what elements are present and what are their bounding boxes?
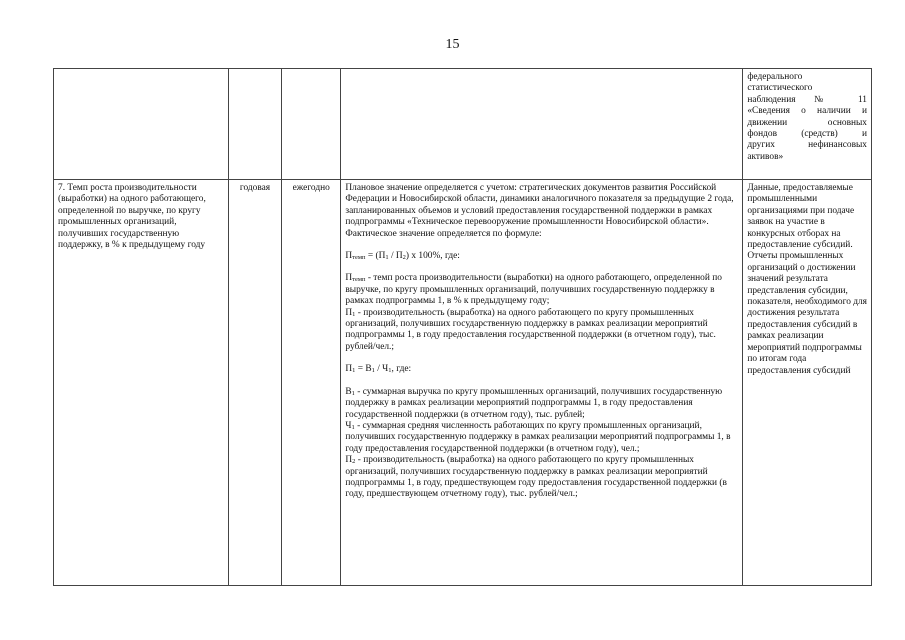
cell-indicator-name [54,180,229,586]
cell-method [341,180,743,586]
cell-periodicity [228,180,281,586]
indicators-table [53,68,872,586]
source-line: движении основных [747,117,867,128]
source-line: наблюдения № 11 [747,94,867,105]
definition-p2: $П_2$ - производительность (выработка) на одного работающего по кругу промышленных организаций, получивших государственную поддержку в рамках реализации мероприятий подпрограммы 1, в году, предшествующем году предоставления государственной поддержки (в году, предшествующем отчетному году), тыс. рублей/чел.; [345,455,727,500]
indicator-frequency: ежегодно [292,183,330,193]
cell-frequency [282,180,341,586]
cell-source-continuation [743,69,872,180]
definition-ch1: $Ч_1$ - суммарная средняя численность работающих по кругу промышленных организаций, получивших государственную поддержку в рамках реализации мероприятий подпрограммы 1, в году предоставления государственной поддержки (в отчетном году), чел.; [345,420,731,454]
source-line: фондов (средств) и [747,129,867,140]
source-line: активов» [747,151,784,162]
source-line: федерального [747,72,803,82]
cell-empty-method [341,69,743,180]
cell-empty-periodicity [228,69,281,180]
definition-ptemp: $П_{темп}$ - темп роста производительности (выработки) на одного работающего, определенной по выручке, по кругу промышленных организаций, получивших государственную поддержку в рамках подпрограммы 1, в % к предыдущему году; [345,273,722,307]
table-row-continuation [54,69,872,180]
definition-p1: $П_1$ - производительность (выработка) на одного работающего по кругу промышленных организаций, получивших государственную поддержку в рамках реализации мероприятий подпрограммы 1, в году предоставления государственной поддержки (в отчетном году), тыс. рублей/чел.; [345,307,716,352]
source-line: статистического [747,83,813,94]
cell-source [743,180,872,586]
formula-ptemp: $П_{темп} = (П_1 / П_2)$ x 100%, где: [345,251,460,262]
formula-p1: $П_1 = В_1 / Ч_1$, где: [345,364,412,375]
table-row-indicator-7 [54,180,872,586]
indicator-periodicity: годовая [239,183,271,193]
cell-empty-frequency [282,69,341,180]
method-paragraph: Плановое значение определяется с учетом: стратегических документов развития Российской Федерации и Новосибирской области, динамики аналогичного показателя за предыдущие 2 года, запланированных объемов и условий предоставления государственной поддержки в рамках подпрограммы «Техническое перевооружение промышленности Новосибирской области». [345,183,734,228]
method-paragraph: Фактическое значение определяется по формуле: [345,228,542,239]
source-line: других нефинансовых [747,140,867,151]
indicator-name: 7. Темп роста производительности (выработки) на одного работающего, определенной по выручке, по кругу промышленных организаций, получивших государственную поддержку, в % к предыдущему году [58,183,206,251]
page-number: 15 [445,37,460,52]
cell-empty-name [54,69,229,180]
calculation-method [341,180,742,503]
data-source: Данные, предоставляемые промышленными организациями при подаче заявок на участие в конкурсных отборах на предоставление субсидий. Отчеты промышленных организаций о достижении значений результата представления субсидии, показателя, необходимого для достижения результата предоставления субсидий в рамках реализации мероприятий подпрограммы по итогам года предоставления субсидий [747,183,867,376]
definition-b1: $В_1$ - суммарная выручка по кругу промышленных организаций, получивших государственную поддержку в рамках реализации мероприятий подпрограммы 1, в году предоставления государственной поддержки (в отчетном году), тыс. рублей; [345,386,723,420]
source-line: «Сведения о наличии и [747,106,867,117]
